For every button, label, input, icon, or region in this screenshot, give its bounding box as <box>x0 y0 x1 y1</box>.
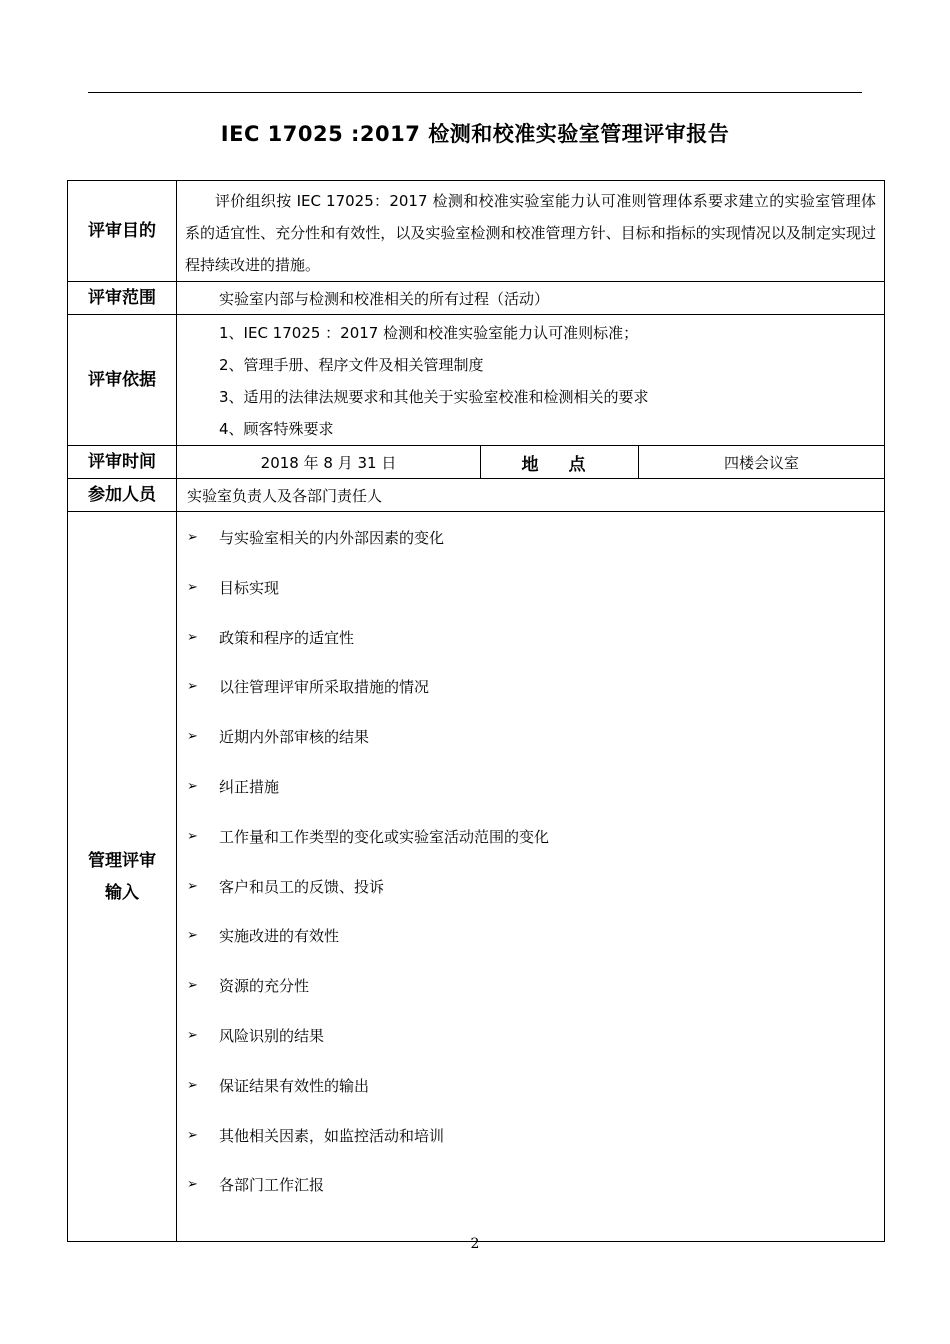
document-title: IEC 17025 :2017 检测和校准实验室管理评审报告 <box>220 122 730 146</box>
arrow-bullet-icon: ➢ <box>187 1077 198 1093</box>
basis-item: 3、适用的法律法规要求和其他关于实验室校准和检测相关的要求 <box>219 388 649 406</box>
arrow-bullet-icon: ➢ <box>187 928 198 944</box>
input-item-text: 近期内外部审核的结果 <box>219 728 370 747</box>
basis-item: 1、IEC 17025 ：2017 检测和校准实验室能力认可准则标准； <box>219 324 639 342</box>
input-item-text: 保证结果有效性的输出 <box>219 1076 370 1095</box>
input-item-text: 以往管理评审所采取措施的情况 <box>219 678 430 697</box>
input-item-text: 其他相关因素，如监控活动和培训 <box>219 1126 445 1145</box>
arrow-bullet-icon: ➢ <box>187 1127 198 1143</box>
input-item-text: 纠正措施 <box>219 777 280 796</box>
input-item-text: 各部门工作汇报 <box>219 1176 325 1195</box>
input-item <box>187 725 884 775</box>
input-item <box>187 875 884 925</box>
time-label: 评审时间 <box>68 446 177 479</box>
time-row <box>68 446 885 479</box>
input-item-text: 工作量和工作类型的变化或实验室活动范围的变化 <box>219 827 550 846</box>
arrow-bullet-icon: ➢ <box>187 878 198 894</box>
arrow-bullet-icon: ➢ <box>187 579 198 595</box>
basis-item: 4、顾客特殊要求 <box>219 420 334 438</box>
participants-row <box>68 479 885 512</box>
purpose-row <box>68 181 885 282</box>
arrow-bullet-icon: ➢ <box>187 1027 198 1043</box>
input-item <box>187 1074 884 1124</box>
input-item-text: 政策和程序的适宜性 <box>219 628 355 647</box>
input-item-text: 与实验室相关的内外部因素的变化 <box>219 529 445 547</box>
input-item <box>187 626 884 676</box>
place-label: 地 点 <box>481 446 639 479</box>
arrow-bullet-icon: ➢ <box>187 530 198 545</box>
input-item <box>187 924 884 974</box>
inputs-label-line1: 管理评审 <box>88 850 156 871</box>
input-item-text: 实施改进的有效性 <box>219 927 340 946</box>
input-item <box>187 1124 884 1174</box>
purpose-label: 评审目的 <box>68 181 177 282</box>
basis-row <box>68 315 885 446</box>
input-item <box>187 825 884 875</box>
input-item <box>187 974 884 1024</box>
inputs-list <box>177 512 884 1241</box>
arrow-bullet-icon: ➢ <box>187 729 198 745</box>
inputs-row <box>68 512 885 1242</box>
purpose-text: 评价组织按 IEC 17025：2017 检测和校准实验室能力认可准则管理体系要求建立的实验室管理体系的适宜性、充分性和有效性，以及实验室检测和校准管理方针、目标和指标的实现情况以及制定实现过程持续改进的措施。 <box>177 181 885 282</box>
arrow-bullet-icon: ➢ <box>187 828 198 844</box>
arrow-bullet-icon: ➢ <box>187 778 198 794</box>
scope-row <box>68 282 885 315</box>
inputs-label <box>68 512 177 1242</box>
basis-label: 评审依据 <box>68 315 177 446</box>
arrow-bullet-icon: ➢ <box>187 629 198 645</box>
input-item <box>187 1173 884 1223</box>
input-item <box>187 1024 884 1074</box>
review-table <box>67 180 885 1242</box>
inputs-label-line2: 输入 <box>105 882 139 903</box>
place-value: 四楼会议室 <box>639 446 885 479</box>
participants-value: 实验室负责人及各部门责任人 <box>177 479 885 512</box>
arrow-bullet-icon: ➢ <box>187 679 198 695</box>
input-item-text: 客户和员工的反馈、投诉 <box>219 877 385 896</box>
scope-text: 实验室内部与检测和校准相关的所有过程（活动） <box>177 282 885 315</box>
input-item-text: 目标实现 <box>219 578 280 597</box>
header-rule <box>88 92 862 93</box>
participants-label: 参加人员 <box>68 479 177 512</box>
input-item <box>187 775 884 825</box>
time-value: 2018 年 8 月 31 日 <box>177 446 481 479</box>
input-item <box>187 576 884 626</box>
inputs-cell <box>177 512 885 1242</box>
arrow-bullet-icon: ➢ <box>187 978 198 994</box>
arrow-bullet-icon: ➢ <box>187 1177 198 1193</box>
page-number: 2 <box>470 1236 480 1252</box>
basis-item: 2、管理手册、程序文件及相关管理制度 <box>219 356 484 374</box>
basis-cell <box>177 315 885 446</box>
basis-list <box>177 315 884 445</box>
scope-label: 评审范围 <box>68 282 177 315</box>
input-item <box>187 526 884 576</box>
input-item <box>187 675 884 725</box>
input-item-text: 资源的充分性 <box>219 977 310 996</box>
input-item-text: 风险识别的结果 <box>219 1026 325 1045</box>
